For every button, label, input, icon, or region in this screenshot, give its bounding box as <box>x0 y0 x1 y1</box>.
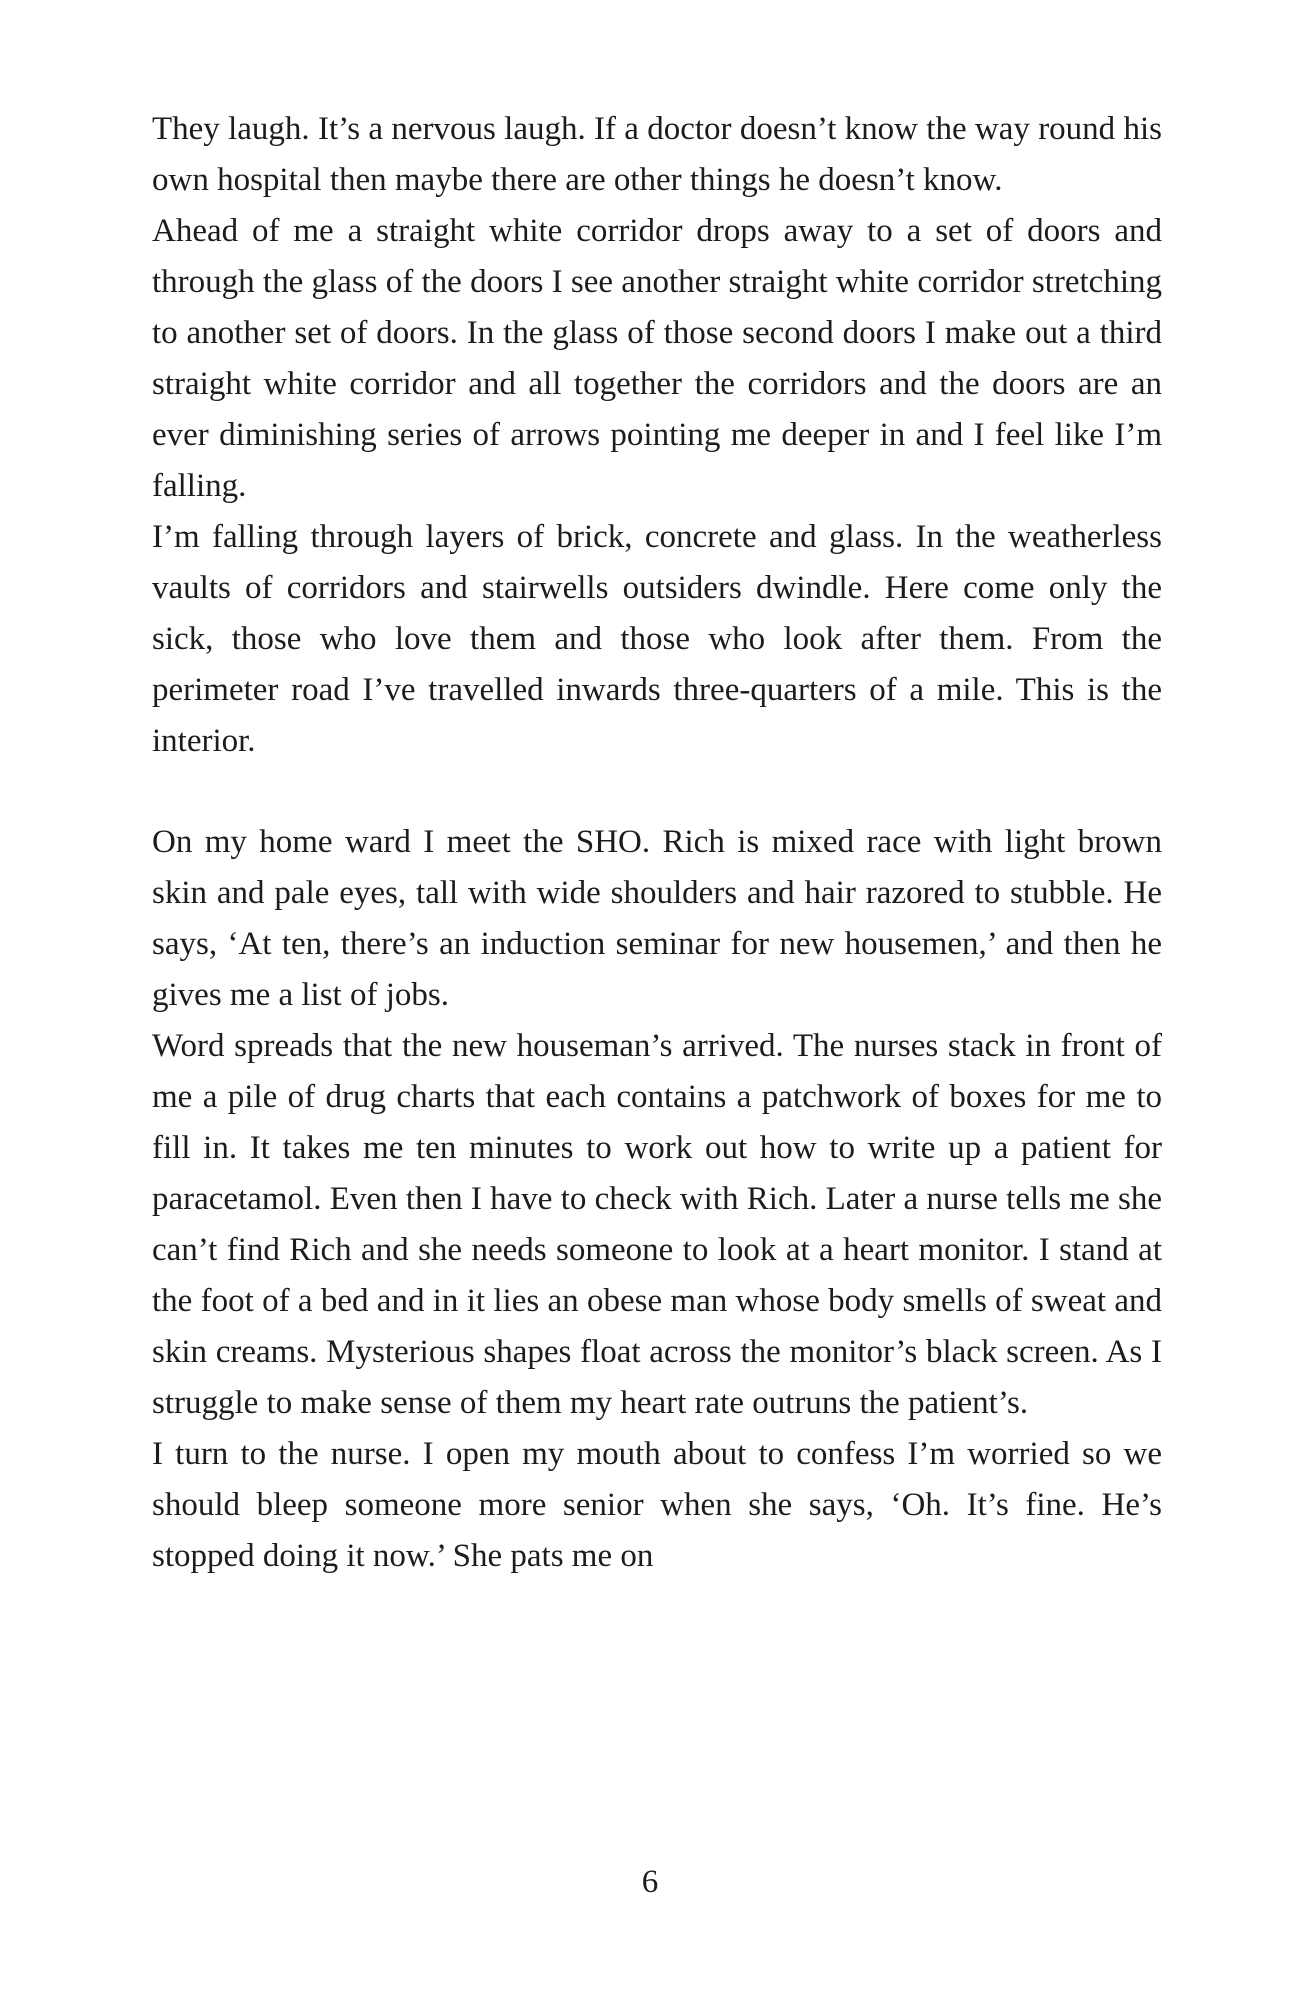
paragraph-4: On my home ward I meet the SHO. Rich is mixed race with light brown skin and pale eyes, tall with wide shoulders and hair razored to stubble. He says, ‘At ten, there’s an induction seminar for new housemen,’ and then he gives me a list of jobs. <box>152 824 1162 1013</box>
paragraph-6: I turn to the nurse. I open my mouth about to confess I’m worried so we should bleep someone more senior when she says, ‘Oh. It’s fine. He’s stopped doing it now.’ She pats me on <box>152 1436 1162 1574</box>
paragraph-2: Ahead of me a straight white corridor drops away to a set of doors and through the glass of the doors I see another straight white corridor stretching to another set of doors. In the glass of those second doors I make out a third straight white corridor and all together the corridors and the doors are an ever diminishing series of arrows pointing me deeper in and I feel like I’m falling. <box>152 213 1162 504</box>
section-break <box>152 767 1162 817</box>
page-body <box>152 104 1162 1582</box>
page-number: 6 <box>641 1864 659 1900</box>
paragraph-5: Word spreads that the new houseman’s arrived. The nurses stack in front of me a pile of drug charts that each contains a patchwork of boxes for me to fill in. It takes me ten minutes to work out how to write up a patient for paracetamol. Even then I have to check with Rich. Later a nurse tells me she can’t find Rich and she needs someone to look at a heart monitor. I stand at the foot of a bed and in it lies an obese man whose body smells of sweat and skin creams. Mysterious shapes float across the monitor’s black screen. As I struggle to make sense of them my heart rate outruns the patient’s. <box>152 1028 1162 1421</box>
paragraph-3: I’m falling through layers of brick, concrete and glass. In the weatherless vaults of corridors and stairwells outsiders dwindle. Here come only the sick, those who love them and those who look after them. From the perimeter road I’ve travelled inwards three-quarters of a mile. This is the interior. <box>152 519 1162 759</box>
paragraph-1: They laugh. It’s a nervous laugh. If a doctor doesn’t know the way round his own hospital then maybe there are other things he doesn’t know. <box>152 111 1162 198</box>
